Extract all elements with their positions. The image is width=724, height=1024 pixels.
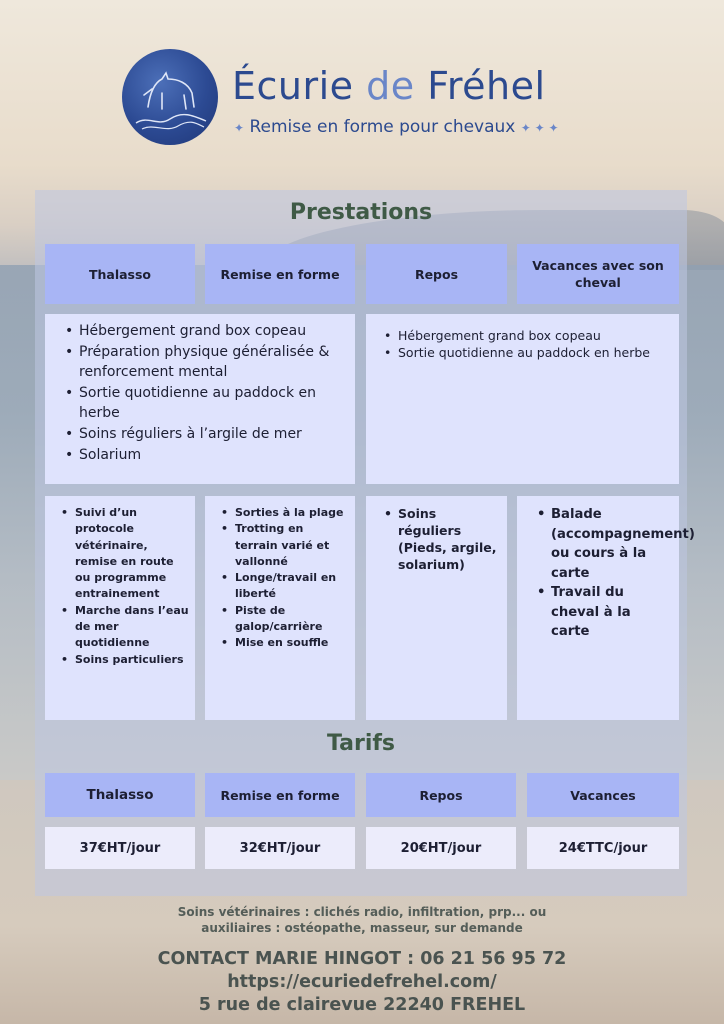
brand-name bbox=[232, 64, 546, 108]
repos-details bbox=[366, 496, 507, 720]
thalasso-details bbox=[45, 496, 195, 720]
list-item: • Sortie quotidienne au paddock en herbe bbox=[63, 383, 341, 424]
tarifs-title: Tarifs bbox=[326, 731, 396, 756]
veterinary-notes bbox=[0, 904, 724, 936]
tagline-text: Remise en forme pour chevaux bbox=[249, 117, 516, 137]
list-item: • Hébergement grand box copeau bbox=[382, 327, 669, 344]
list-item: • Soins particuliers bbox=[59, 652, 189, 668]
website-link[interactable]: https://ecuriedefrehel.com/ bbox=[227, 972, 497, 992]
list-item: • Piste de galop/carrière bbox=[219, 603, 349, 636]
brand-name-part1: Écurie bbox=[232, 64, 354, 108]
price-remise: 32€HT/jour bbox=[205, 827, 355, 869]
horse-logo-icon bbox=[122, 49, 218, 145]
list-item: • Préparation physique généralisée & renforcement mental bbox=[63, 342, 341, 383]
star-icon: ✦ bbox=[234, 121, 245, 135]
notes-line: auxiliaires : ostéopathe, masseur, sur demande bbox=[201, 921, 523, 935]
prestations-title: Prestations bbox=[289, 200, 433, 225]
prestations-header-repos: Repos bbox=[366, 244, 507, 304]
list-item: • Balade (accompagnement) ou cours à la carte bbox=[535, 505, 671, 583]
tagline bbox=[234, 117, 559, 137]
prestations-header-remise: Remise en forme bbox=[205, 244, 355, 304]
brand-name-part2: de bbox=[366, 64, 415, 108]
tarifs-header-repos: Repos bbox=[366, 773, 516, 817]
price-thalasso: 37€HT/jour bbox=[45, 827, 195, 869]
tarifs-header-vacances: Vacances bbox=[527, 773, 679, 817]
list-item: • Solarium bbox=[63, 445, 341, 466]
shared-services-right bbox=[366, 314, 679, 484]
header bbox=[0, 40, 724, 150]
list-item: • Travail du cheval à la carte bbox=[535, 583, 671, 642]
remise-details bbox=[205, 496, 355, 720]
list-item: • Suivi d’un protocole vétérinaire, remise en route ou programme entrainement bbox=[59, 505, 189, 603]
prestations-header-thalasso: Thalasso bbox=[45, 244, 195, 304]
tarifs-header-remise: Remise en forme bbox=[205, 773, 355, 817]
tarifs-header-thalasso: Thalasso bbox=[45, 773, 195, 817]
list-item: • Sortie quotidienne au paddock en herbe bbox=[382, 344, 669, 361]
list-item: • Mise en souffle bbox=[219, 635, 349, 651]
list-item: • Soins réguliers (Pieds, argile, solarium) bbox=[382, 505, 497, 573]
list-item: • Soins réguliers à l’argile de mer bbox=[63, 424, 341, 445]
list-item: • Trotting en terrain varié et vallonné bbox=[219, 521, 349, 570]
shared-services-left bbox=[45, 314, 355, 484]
list-item: • Longe/travail en liberté bbox=[219, 570, 349, 603]
list-item: • Marche dans l’eau de mer quotidienne bbox=[59, 603, 189, 652]
content-panel bbox=[35, 190, 695, 896]
vacances-details bbox=[517, 496, 695, 720]
notes-line: Soins vétérinaires : clichés radio, infiltration, prp... ou bbox=[177, 905, 547, 919]
address: 5 rue de clairevue 22240 FREHEL bbox=[198, 995, 526, 1015]
list-item: • Sorties à la plage bbox=[219, 505, 349, 521]
list-item: • Hébergement grand box copeau bbox=[63, 321, 341, 342]
contact-phone: CONTACT MARIE HINGOT : 06 21 56 95 72 bbox=[157, 949, 567, 969]
price-vacances: 24€TTC/jour bbox=[527, 827, 679, 869]
brand-name-part3: Fréhel bbox=[427, 64, 546, 108]
contact-block bbox=[0, 948, 724, 1017]
price-repos: 20€HT/jour bbox=[366, 827, 516, 869]
stars-icon: ✦ ✦ ✦ bbox=[520, 121, 559, 135]
prestations-header-vacances: Vacances avec son cheval bbox=[517, 244, 679, 304]
